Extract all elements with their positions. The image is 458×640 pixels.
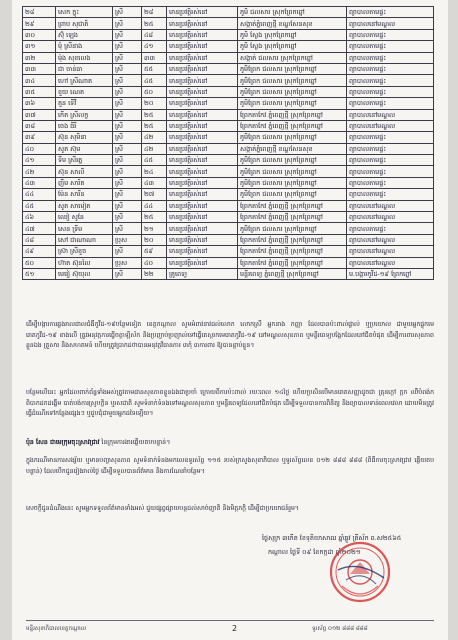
address-cell: សង្កាត់ភ្នំពេញថ្មី ខណ្ឌសែនសុខ [238, 143, 347, 154]
address-cell: ព្រែកតាកែវ ភ្នំពេញថ្មី ស្រុកព្រែកព្នៅ [238, 120, 347, 131]
table-row [23, 18, 434, 29]
person-name: សេក ក្នុះ [56, 7, 113, 18]
address-cell: ភូមិព្រែក ជលសារ ស្រុកព្រែកព្នៅ [238, 63, 347, 74]
table-row [23, 223, 434, 234]
paragraph-share: សេចក្ដីជូនដំណឹងនេះ សូមអ្នកទទួលព័ត៌មានទាំងអស់ ជួយផ្សព្វផ្សាយបន្តដល់សាច់ញាតិ និងមិត្តភក្តិ ដើម្បីជាប្រយោជន៍រួម។ [26, 505, 300, 512]
sex-cell: ស្រី [113, 63, 142, 74]
history-cell: មានប្រវត្តិរស់នៅ [167, 18, 238, 29]
address-cell: ភូមិព្រែក ជលសារ ស្រុកព្រែកព្នៅ [238, 189, 347, 200]
person-name: ឈៀ សូនែ [56, 212, 113, 223]
age-cell: ២៤ [142, 166, 167, 177]
age-cell: ៥៩ [142, 246, 167, 257]
sex-cell: ប្រុស [113, 234, 142, 245]
person-name: ជា ចាន់ធា [56, 63, 113, 74]
history-cell: មានប្រវត្តិរស់នៅ [167, 120, 238, 131]
row-number: ៣៧ [23, 109, 56, 120]
history-cell: មានប្រវត្តិរស់នៅ [167, 109, 238, 120]
address-cell: ភូមិព្រែក ជលសារ ស្រុកព្រែកព្នៅ [238, 86, 347, 97]
history-cell: មានប្រវត្តិរស់នៅ [167, 75, 238, 86]
sex-cell: ស្រី [113, 177, 142, 188]
history-cell: មានប្រវត្តិរស់នៅ [167, 257, 238, 268]
history-cell: មានប្រវត្តិរស់នៅ [167, 155, 238, 166]
history-cell: មានប្រវត្តិរស់នៅ [167, 52, 238, 63]
row-number: ៤០ [23, 143, 56, 154]
page-number: 2 [232, 624, 238, 633]
age-cell: ២៥ [142, 120, 167, 131]
address-cell: ភូមិព្រែក ជលសារ ស្រុកព្រែកព្នៅ [238, 75, 347, 86]
history-cell: មានប្រវត្តិរស់នៅ [167, 143, 238, 154]
address-cell: ភូមិ ស្លែង ស្រុកព្រែកព្នៅ [238, 41, 347, 52]
history-cell: មានប្រវត្តិរស់នៅ [167, 200, 238, 211]
person-name: ស៊ុន សុមិនា [56, 132, 113, 143]
age-cell: ២១ [142, 223, 167, 234]
footer-right-text: ទូរស័ព្ទ ០១២ ៨៨៨ ៨៨៨ [312, 626, 368, 632]
history-cell: មានប្រវត្តិរស់នៅ [167, 63, 238, 74]
age-cell: ៤២ [142, 132, 167, 143]
sex-cell: ស្រី [113, 166, 142, 177]
sex-cell: ស្រី [113, 189, 142, 200]
person-name: ញឹម សារិត [56, 177, 113, 188]
person-name: សៅ ជាណាណា [56, 234, 113, 245]
sex-cell: ប្រុស [113, 257, 142, 268]
person-name: ព្រាប សុជាតិ [56, 18, 113, 29]
address-cell: ព្រែកតាកែវ ភ្នំពេញថ្មី ស្រុកព្រែកព្នៅ [238, 109, 347, 120]
table-row [23, 29, 434, 40]
table-row [23, 120, 434, 131]
row-number: ៥១ [23, 268, 56, 279]
person-name: សូត ស៊ុម [56, 143, 113, 154]
treatment-status: ព្យាបាលតាមផ្ទះ [347, 143, 434, 154]
sex-cell: ស្រី [113, 18, 142, 29]
treatment-status: ព្យាបាលតាមផ្ទះ [347, 63, 434, 74]
table-row [23, 98, 434, 109]
address-cell: ព្រែកតាកែវ ភ្នំពេញថ្មី ស្រុកព្រែកព្នៅ [238, 257, 347, 268]
row-number: ៣០ [23, 29, 56, 40]
case-list-table [22, 6, 434, 280]
age-cell: ៥០ [142, 86, 167, 97]
sex-cell: ស្រី [113, 29, 142, 40]
person-name: ស្រ៊ា ស្រីខួច [56, 246, 113, 257]
age-cell: ២៥ [142, 18, 167, 29]
address-cell: សង្កាត់ ជលសារ ស្រុកព្រែកព្នៅ [238, 52, 347, 63]
treatment-status: ព្យាបាលនៅមណ្ឌល [347, 18, 434, 29]
address-cell: ភូមិ ជលសារ ស្រុកព្រែកព្នៅ [238, 7, 347, 18]
sex-cell: ស្រី [113, 143, 142, 154]
address-cell: ភូមិព្រែក ជលសារ ស្រុកព្រែកព្នៅ [238, 98, 347, 109]
treatment-status: ព្យាបាលតាមផ្ទះ [347, 166, 434, 177]
person-name: ស៊ុន សាលី [56, 166, 113, 177]
history-cell: មានប្រវត្តិរស់នៅ [167, 98, 238, 109]
address-cell: ព្រែកតាកែវ ភ្នំពេញថ្មី ស្រុកព្រែកព្នៅ [238, 200, 347, 211]
address-cell: ភូមិ ស្លែង ស្រុកព្រែកព្នៅ [238, 29, 347, 40]
document-page [12, 0, 448, 640]
table-row [23, 155, 434, 166]
treatment-status: ព្យាបាលតាមផ្ទះ [347, 98, 434, 109]
table-row [23, 200, 434, 211]
person-name: កើត ស្រីលក្ខ [56, 109, 113, 120]
person-name: ម៉ុង សុខលេង [56, 52, 113, 63]
table-row [23, 109, 434, 120]
sex-cell: ស្រី [113, 212, 142, 223]
table-row [23, 212, 434, 223]
table-row [23, 166, 434, 177]
person-name: ហ៊ាត ស៊ុនលៃ [56, 257, 113, 268]
age-cell: ២៥ [142, 212, 167, 223]
treatment-status: ព្យាបាលតាមផ្ទះ [347, 132, 434, 143]
age-cell: ៤៥ [142, 155, 167, 166]
age-cell: ៥៥ [142, 63, 167, 74]
table-row [23, 75, 434, 86]
person-name: ខួយ ណេត [56, 86, 113, 97]
person-name: ស៊ុំ ឡេង [56, 29, 113, 40]
table-row [23, 143, 434, 154]
team-leader-rest: នៃក្រុមការងារឆ្លើយតបបន្ទាន់។ [99, 439, 171, 446]
history-cell: មានប្រវត្តិរស់នៅ [167, 29, 238, 40]
table-row [23, 63, 434, 74]
sex-cell: ស្រី [113, 246, 142, 257]
address-cell: ព្រែកតាកែវ ភ្នំពេញថ្មី ស្រុកព្រែកព្នៅ [238, 234, 347, 245]
row-number: ៤៣ [23, 177, 56, 188]
age-cell: ៤០ [142, 257, 167, 268]
age-cell: ៤៤ [142, 200, 167, 211]
table-row [23, 234, 434, 245]
date-lunar: ថ្ងៃសុក្រ ៣កើត ខែទុតិយាសាឍ ឆ្នាំឆ្លូវ ត្រីស័ក ព.ស២៥៦៥ [262, 534, 402, 542]
history-cell: មានប្រវត្តិរស់នៅ [167, 166, 238, 177]
row-number: ៣៣ [23, 63, 56, 74]
age-cell: ៤៨ [142, 29, 167, 40]
treatment-status: ព្យាបាលនៅមណ្ឌល [347, 257, 434, 268]
sex-cell: ស្រី [113, 132, 142, 143]
treatment-status: ព្យាបាលតាមផ្ទះ [347, 189, 434, 200]
date-solar: កណ្ដាល ថ្ងៃទី ០៩ ខែកក្កដា ឆ្នាំ២០២១ [268, 548, 361, 556]
history-cell: គ្រូពេទ្យ [167, 268, 238, 279]
history-cell: មានប្រវត្តិរស់នៅ [167, 234, 238, 245]
row-number: ៣៩ [23, 132, 56, 143]
case-list-body [23, 7, 434, 280]
treatment-status: ព្យាបាលតាមផ្ទះ [347, 29, 434, 40]
row-number: ៥០ [23, 257, 56, 268]
address-cell: ភូមិព្រែក ជលសារ ស្រុកព្រែកព្នៅ [238, 155, 347, 166]
treatment-status: ព្យាបាលនៅមណ្ឌល [347, 234, 434, 245]
row-number: ៤៥ [23, 200, 56, 211]
age-cell: ២២ [142, 268, 167, 279]
treatment-status: ម.បង្ការកូវីដ-១៩ ព្រែកព្នៅ [347, 268, 434, 279]
table-row [23, 268, 434, 279]
treatment-status: ព្យាបាលតាមផ្ទះ [347, 41, 434, 52]
sex-cell: ស្រី [113, 200, 142, 211]
team-leader: ប៉ុន សែន ជាមេក្រុមចុះស្រាវជ្រាវ [26, 439, 100, 446]
table-row [23, 246, 434, 257]
history-cell: មានប្រវត្តិរស់នៅ [167, 7, 238, 18]
sex-cell: ស្រី [113, 155, 142, 166]
row-number: ៣៨ [23, 120, 56, 131]
sex-cell: ស្រី [113, 98, 142, 109]
address-cell: ព្រែកតាកែវ ភ្នំពេញថ្មី ស្រុកព្រែកព្នៅ [238, 246, 347, 257]
age-cell: ៤១ [142, 41, 167, 52]
person-name: ទីម ស្រីរត្ន [56, 155, 113, 166]
age-cell: ២០ [142, 98, 167, 109]
row-number: ៤២ [23, 166, 56, 177]
treatment-status: ព្យាបាលតាមផ្ទះ [347, 177, 434, 188]
person-name: ហៅ ស្រីណាត [56, 75, 113, 86]
person-name: ម៉ែន សារីន [56, 189, 113, 200]
treatment-status: ព្យាបាលតាមផ្ទះ [347, 75, 434, 86]
address-cell: សង្កាត់ភ្នំពេញថ្មី ខណ្ឌសែនសុខ [238, 18, 347, 29]
treatment-status: ព្យាបាលតាមផ្ទះ [347, 52, 434, 63]
table-row [23, 7, 434, 18]
person-name: សូត សាមៀត [56, 200, 113, 211]
treatment-status: ព្យាបាលតាមផ្ទះ [347, 86, 434, 97]
sex-cell: ស្រី [113, 86, 142, 97]
person-name: ចេង ធីរី [56, 120, 113, 131]
row-number: ៣៦ [23, 98, 56, 109]
row-number: ៤១ [23, 155, 56, 166]
table-row [23, 189, 434, 200]
row-number: ២៩ [23, 18, 56, 29]
paragraph-hotline: ក្នុងករណីមានការសង្ស័យ ឬមានបញ្ហាសុខភាព សូមទំនាក់ទំនងមកលេខទូរស័ព្ទ ១១៥ របស់ក្រសួងសុខាភិបាល ឬទូរស័ព្ទលេខ ០១២ ៨៨៨ ៨៨៨ (ពិធីការចុះស្រាវជ្រាវ ឆ្លើយតបបន្ទាន់) ដែលបើកជូនរៀងរាល់ថ្ងៃ ដើម្បីទទួលបានព័ត៌មាន និងការណែនាំបន្ថែម។ [26, 457, 434, 475]
sex-cell: ស្រី [113, 223, 142, 234]
address-cell: ភូមិព្រែក ជលសារ ស្រុកព្រែកព្នៅ [238, 132, 347, 143]
table-row [23, 257, 434, 268]
table-row [23, 52, 434, 63]
age-cell: ៤៥ [142, 75, 167, 86]
address-cell: ភូមិព្រែក ជលសារ ស្រុកព្រែកព្នៅ [238, 177, 347, 188]
age-cell: ២០ [142, 234, 167, 245]
table-row [23, 86, 434, 97]
address-cell: ភូមិព្រែក ជលសារ ស្រុកព្រែកព្នៅ [238, 166, 347, 177]
history-cell: មានប្រវត្តិរស់នៅ [167, 86, 238, 97]
paragraph-monitoring: បន្ថែមលើនេះ អ្នកដែលពាក់ព័ន្ធទាំងអស់ត្រូវតាមដានសុខភាពខ្លួនឯងជាប្រចាំ ក្រោយពីការប៉ះពាល់ រយៈពេល ១៤ថ្ងៃ ហើយប្រសិនបើមានរោគសញ្ញាដូចជា គ្រុនក្ដៅ ក្អក ឈឺបំពង់ក ពិបាកដកដង្ហើម បាត់បង់ការស្រូបក្លិន ឬរសជាតិ សូមទំនាក់ទំនងទៅមណ្ឌលសុខភាព ឬមន្ទីរពេទ្យដែលនៅជិតបំផុត ដើម្បីទទួលបានការពិនិត្យ និងព្យាបាលទាន់ពេលវេលា ដោយមិនត្រូវធ្វើដំណើរទៅកន្លែងផ្សេងៗ ឬជួបជុំជាមួយអ្នកដទៃឡើយ។ [26, 389, 434, 418]
sex-cell: ស្រី [113, 268, 142, 279]
treatment-status: ព្យាបាលតាមផ្ទះ [347, 7, 434, 18]
sex-cell: ស្រី [113, 52, 142, 63]
treatment-status: ព្យាបាលនៅមណ្ឌល [347, 120, 434, 131]
treatment-status: ព្យាបាលតាមផ្ទះ [347, 155, 434, 166]
age-cell: ២៥ [142, 109, 167, 120]
age-cell: ២៧ [142, 189, 167, 200]
address-cell: ភូមិព្រែក ជលសារ ស្រុកព្រែកព្នៅ [238, 223, 347, 234]
table-row [23, 177, 434, 188]
treatment-status: ព្យាបាលនៅមណ្ឌល [347, 200, 434, 211]
address-cell: ព្រែកតាកែវ ភ្នំពេញថ្មី ស្រុកព្រែកព្នៅ [238, 212, 347, 223]
row-number: ៣២ [23, 52, 56, 63]
footer-divider [26, 620, 434, 621]
treatment-status: ព្យាបាលតាមផ្ទះ [347, 223, 434, 234]
history-cell: មានប្រវត្តិរស់នៅ [167, 189, 238, 200]
row-number: ៣៤ [23, 75, 56, 86]
history-cell: មានប្រវត្តិរស់នៅ [167, 41, 238, 52]
sex-cell: ស្រី [113, 41, 142, 52]
history-cell: មានប្រវត្តិរស់នៅ [167, 246, 238, 257]
person-name: សេន ទ្រីម [56, 223, 113, 234]
row-number: ៤៨ [23, 234, 56, 245]
history-cell: មានប្រវត្តិរស់នៅ [167, 177, 238, 188]
age-cell: ៤២ [142, 143, 167, 154]
table-row [23, 41, 434, 52]
address-cell: មន្ទីរពេទ្យ ភ្នំពេញថ្មី ស្រុកព្រែកព្នៅ [238, 268, 347, 279]
person-name: មុំ ស្រីនាង [56, 41, 113, 52]
sex-cell: ស្រី [113, 109, 142, 120]
history-cell: មានប្រវត្តិរស់នៅ [167, 212, 238, 223]
treatment-status: ព្យាបាលនៅមណ្ឌល [347, 246, 434, 257]
treatment-status: ព្យាបាលនៅមណ្ឌល [347, 109, 434, 120]
person-name: គួន ទើវី [56, 98, 113, 109]
person-name: មេរៀ ស៊ុយុល [56, 268, 113, 279]
age-cell: ៣៣ [142, 52, 167, 63]
age-cell: ៤៣ [142, 177, 167, 188]
row-number: ៤៤ [23, 189, 56, 200]
history-cell: មានប្រវត្តិរស់នៅ [167, 132, 238, 143]
footer-left-text: មន្ទីរសុខាភិបាលខេត្តកណ្ដាល [26, 626, 87, 632]
official-seal [328, 540, 392, 604]
row-number: ៤៦ [23, 212, 56, 223]
row-number: ៤៧ [23, 223, 56, 234]
sex-cell: ស្រី [113, 120, 142, 131]
row-number: ៣១ [23, 41, 56, 52]
paragraph-appeal: ដើម្បីបង្ការការឆ្លងរាលដាលជំងឺកូវីដ-១៩បន្ថែមទៀត ខេត្តកណ្ដាល សូមអំពាវនាវដល់លោក លោកស្រី អ្នកនាង កញ្ញា ដែលបានប៉ះពាល់ផ្ទាល់ ឬប្រយោល ជាមួយអ្នកផ្ទុកមេរោគកូវីដ-១៩ ខាងលើ ត្រូវអនុវត្តការធ្វើចត្តាឡីស័ក និងប្រញាប់ប្រញាល់ទៅធ្វើតេស្តរកមេរោគកូវីដ-១៩ នៅមណ្ឌលសុខភាព ឬមន្ទីរពេទ្យបង្អែកដែលនៅជិតបំផុត ដើម្បីការពារសុខភាពខ្លួនឯង គ្រួសារ និងសហគមន៍ ហើយត្រូវប្រាកដថាបានអនុវត្តវិធានការ ៣កុំ ៣ការពារ ឱ្យបានខ្ជាប់ខ្ជួន។ [26, 321, 434, 350]
age-cell: ២៨ [142, 7, 167, 18]
sex-cell: ស្រី [113, 75, 142, 86]
table-row [23, 132, 434, 143]
history-cell: មានប្រវត្តិរស់នៅ [167, 223, 238, 234]
paragraph-team [26, 438, 434, 450]
row-number: ៤៩ [23, 246, 56, 257]
row-number: ៣៥ [23, 86, 56, 97]
row-number: ២៨ [23, 7, 56, 18]
sex-cell: ស្រី [113, 7, 142, 18]
treatment-status: ព្យាបាលនៅមណ្ឌល [347, 212, 434, 223]
